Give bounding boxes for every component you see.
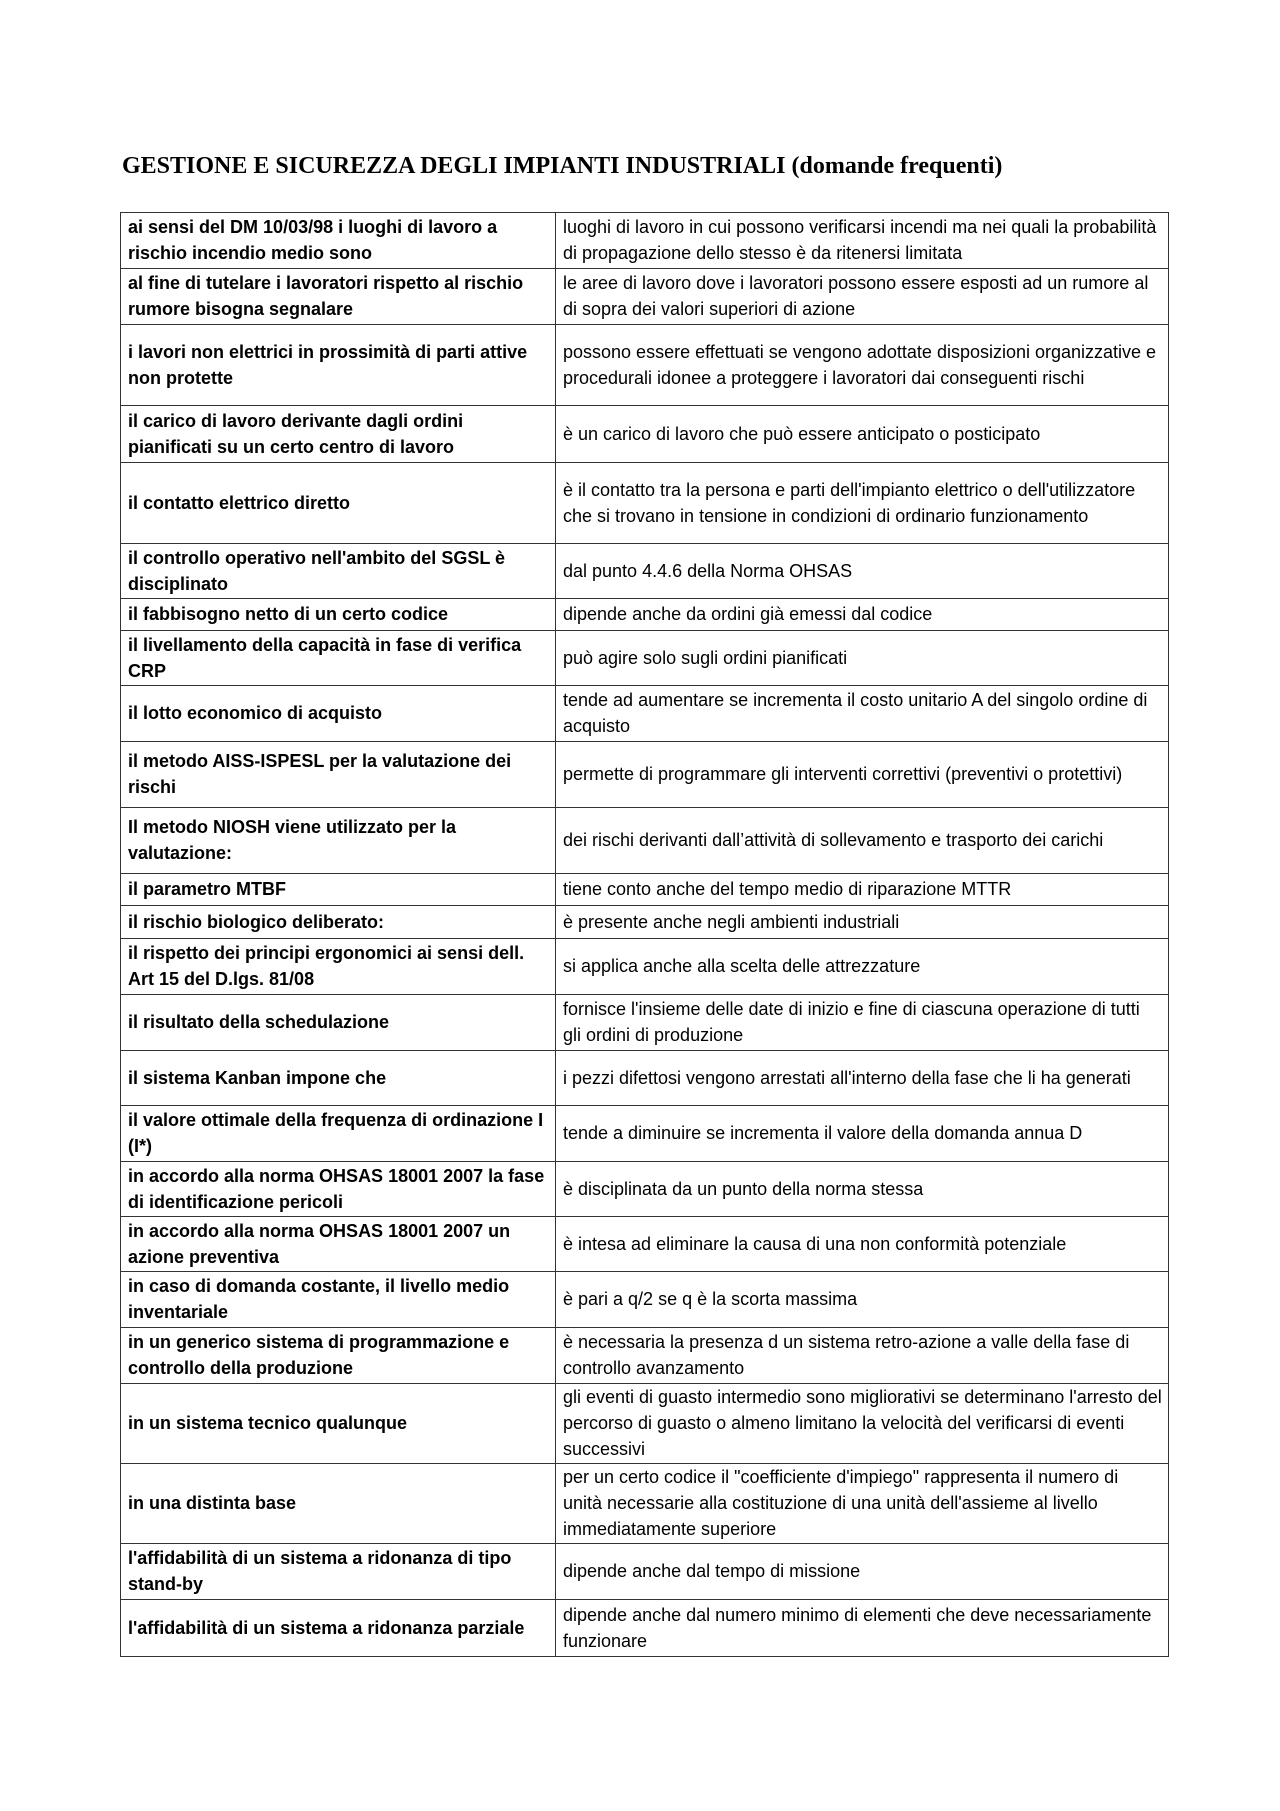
answer-cell: è pari a q/2 se q è la scorta massima (556, 1272, 1169, 1328)
table-row (121, 1384, 1169, 1464)
question-cell: il contatto elettrico diretto (121, 463, 556, 544)
question-cell: l'affidabilità di un sistema a ridonanza parziale (121, 1600, 556, 1657)
page-title: GESTIONE E SICUREZZA DEGLI IMPIANTI INDUSTRIALI (domande frequenti) (122, 153, 1003, 179)
question-cell: in accordo alla norma OHSAS 18001 2007 un azione preventiva (121, 1217, 556, 1272)
answer-cell: dipende anche dal numero minimo di elementi che deve necessariamente funzionare (556, 1600, 1169, 1657)
table-row (121, 906, 1169, 939)
answer-cell: permette di programmare gli interventi correttivi (preventivi o protettivi) (556, 742, 1169, 808)
question-cell: Il metodo NIOSH viene utilizzato per la valutazione: (121, 808, 556, 874)
table-row (121, 544, 1169, 599)
question-cell: in un sistema tecnico qualunque (121, 1384, 556, 1464)
answer-cell: è un carico di lavoro che può essere anticipato o posticipato (556, 406, 1169, 463)
table-row (121, 1051, 1169, 1106)
answer-cell: le aree di lavoro dove i lavoratori possono essere esposti ad un rumore al di sopra dei valori superiori di azione (556, 269, 1169, 325)
answer-cell: dipende anche dal tempo di missione (556, 1544, 1169, 1600)
table-row (121, 939, 1169, 995)
question-cell: il carico di lavoro derivante dagli ordini pianificati su un certo centro di lavoro (121, 406, 556, 463)
question-cell: in un generico sistema di programmazione e controllo della produzione (121, 1328, 556, 1384)
question-cell: in accordo alla norma OHSAS 18001 2007 la fase di identificazione pericoli (121, 1162, 556, 1217)
answer-cell: tiene conto anche del tempo medio di riparazione MTTR (556, 874, 1169, 906)
table-row (121, 1217, 1169, 1272)
table-row (121, 1544, 1169, 1600)
question-cell: il risultato della schedulazione (121, 995, 556, 1051)
question-cell: in una distinta base (121, 1464, 556, 1544)
table-row (121, 995, 1169, 1051)
answer-cell: gli eventi di guasto intermedio sono migliorativi se determinano l'arresto del percorso di guasto o almeno limitano la velocità del verificarsi di eventi successivi (556, 1384, 1169, 1464)
question-cell: il lotto economico di acquisto (121, 686, 556, 742)
table-row (121, 1106, 1169, 1162)
answer-cell: per un certo codice il "coefficiente d'impiego" rappresenta il numero di unità necessarie alla costituzione di una unità dell'assieme al livello immediatamente superiore (556, 1464, 1169, 1544)
question-cell: il sistema Kanban impone che (121, 1051, 556, 1106)
table-row (121, 1162, 1169, 1217)
faq-table-body (121, 213, 1169, 1657)
question-cell: il metodo AISS-ISPESL per la valutazione dei rischi (121, 742, 556, 808)
answer-cell: è presente anche negli ambienti industriali (556, 906, 1169, 939)
answer-cell: fornisce l'insieme delle date di inizio e fine di ciascuna operazione di tutti gli ordini di produzione (556, 995, 1169, 1051)
question-cell: ai sensi del DM 10/03/98 i luoghi di lavoro a rischio incendio medio sono (121, 213, 556, 269)
table-row (121, 1464, 1169, 1544)
table-row (121, 1272, 1169, 1328)
table-row (121, 808, 1169, 874)
answer-cell: si applica anche alla scelta delle attrezzature (556, 939, 1169, 995)
table-row (121, 213, 1169, 269)
answer-cell: è intesa ad eliminare la causa di una non conformità potenziale (556, 1217, 1169, 1272)
answer-cell: può agire solo sugli ordini pianificati (556, 631, 1169, 686)
table-row (121, 406, 1169, 463)
table-row (121, 599, 1169, 631)
answer-cell: tende ad aumentare se incrementa il costo unitario A del singolo ordine di acquisto (556, 686, 1169, 742)
answer-cell: i pezzi difettosi vengono arrestati all'interno della fase che li ha generati (556, 1051, 1169, 1106)
question-cell: al fine di tutelare i lavoratori rispetto al rischio rumore bisogna segnalare (121, 269, 556, 325)
table-row (121, 686, 1169, 742)
faq-table (120, 212, 1169, 1657)
answer-cell: dipende anche da ordini già emessi dal codice (556, 599, 1169, 631)
answer-cell: è necessaria la presenza d un sistema retro-azione a valle della fase di controllo avanzamento (556, 1328, 1169, 1384)
question-cell: il rischio biologico deliberato: (121, 906, 556, 939)
table-row (121, 631, 1169, 686)
table-row (121, 1328, 1169, 1384)
question-cell: il livellamento della capacità in fase di verifica CRP (121, 631, 556, 686)
answer-cell: è il contatto tra la persona e parti dell'impianto elettrico o dell'utilizzatore che si trovano in tensione in condizioni di ordinario funzionamento (556, 463, 1169, 544)
table-row (121, 269, 1169, 325)
table-row (121, 742, 1169, 808)
table-row (121, 325, 1169, 406)
question-cell: in caso di domanda costante, il livello medio inventariale (121, 1272, 556, 1328)
answer-cell: possono essere effettuati se vengono adottate disposizioni organizzative e procedurali idonee a proteggere i lavoratori dai conseguenti rischi (556, 325, 1169, 406)
question-cell: i lavori non elettrici in prossimità di parti attive non protette (121, 325, 556, 406)
question-cell: il rispetto dei principi ergonomici ai sensi dell. Art 15 del D.lgs. 81/08 (121, 939, 556, 995)
answer-cell: luoghi di lavoro in cui possono verificarsi incendi ma nei quali la probabilità di propagazione dello stesso è da ritenersi limitata (556, 213, 1169, 269)
question-cell: il controllo operativo nell'ambito del SGSL è disciplinato (121, 544, 556, 599)
answer-cell: è disciplinata da un punto della norma stessa (556, 1162, 1169, 1217)
answer-cell: tende a diminuire se incrementa il valore della domanda annua D (556, 1106, 1169, 1162)
question-cell: il fabbisogno netto di un certo codice (121, 599, 556, 631)
answer-cell: dei rischi derivanti dall’attività di sollevamento e trasporto dei carichi (556, 808, 1169, 874)
table-row (121, 1600, 1169, 1657)
table-row (121, 874, 1169, 906)
table-row (121, 463, 1169, 544)
question-cell: l'affidabilità di un sistema a ridonanza di tipo stand-by (121, 1544, 556, 1600)
answer-cell: dal punto 4.4.6 della Norma OHSAS (556, 544, 1169, 599)
question-cell: il valore ottimale della frequenza di ordinazione I (I*) (121, 1106, 556, 1162)
question-cell: il parametro MTBF (121, 874, 556, 906)
